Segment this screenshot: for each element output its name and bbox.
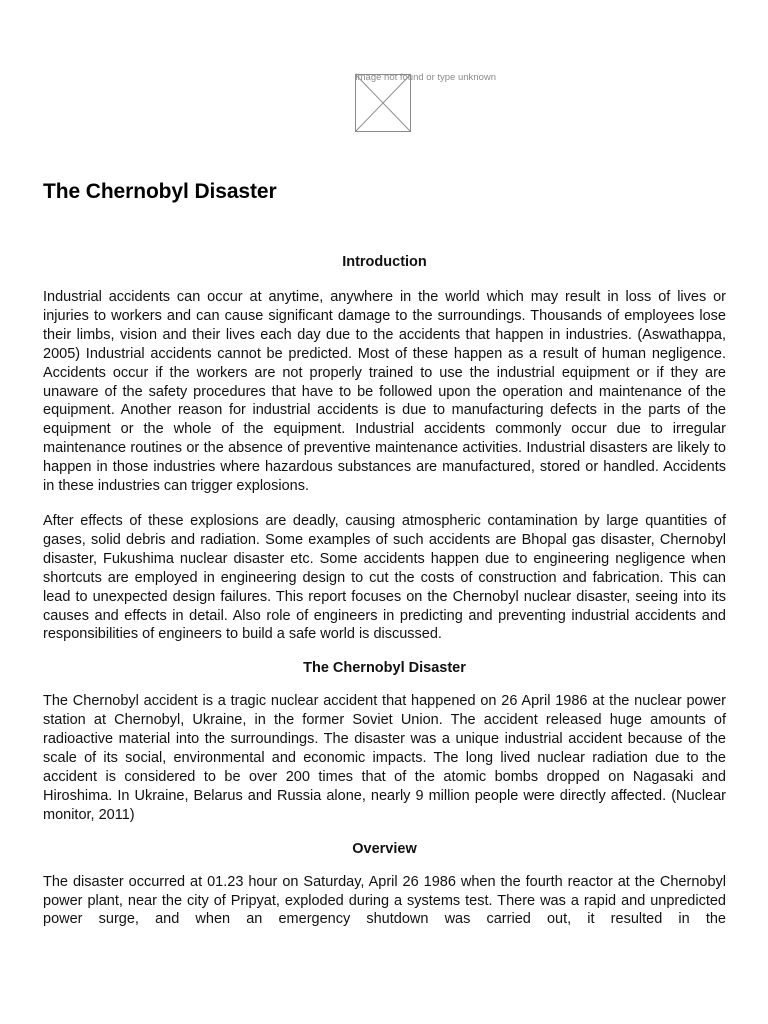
broken-image-alt-text: Image not found or type unknown [355, 72, 497, 83]
paragraph-overview-1: The disaster occurred at 01.23 hour on Saturday, April 26 1986 when the fourth reactor at the Chernobyl power plant, near the city of Pripyat, exploded during a systems test. There was a rapid and unpredicted power surge, and when an emergency shutdown was carried out, it resulted in the [43, 873, 726, 928]
document-title: The Chernobyl Disaster [43, 180, 277, 203]
paragraph-chernobyl-1: The Chernobyl accident is a tragic nuclear accident that happened on 26 April 1986 at the nuclear power station at Chernobyl, Ukraine, in the former Soviet Union. The accident released huge amounts of radioactive material into the surroundings. The disaster was a unique industrial accident because of the scale of its social, environmental and economic impacts. The long lived nuclear radiation due to the accident is considered to be over 200 times that of the atomic bombs dropped on Nagasaki and Hiroshima. In Ukraine, Belarus and Russia alone, nearly 9 million people were directly affected. (Nuclear monitor, 2011) [43, 693, 726, 823]
paragraph-intro-2: After effects of these explosions are deadly, causing atmospheric contamination by large quantities of gases, solid debris and radiation. Some examples of such accidents are Bhopal gas disaster, Chernobyl disaster, Fukushima nuclear disaster etc. Some accidents happen due to engineering negligence when shortcuts are employed in engineering design to cut the costs of construction and fabrication. This can lead to unexpected design failures. This report focuses on the Chernobyl nuclear disaster, seeing into its causes and effects in detail. Also role of engineers in predicting and preventing industrial accidents and responsibilities of engineers to build a safe world is discussed. [43, 512, 726, 643]
section-heading-chernobyl: The Chernobyl Disaster [303, 660, 466, 677]
document-body [43, 253, 726, 929]
section-heading-introduction: Introduction [342, 254, 427, 270]
section-heading-overview: Overview [352, 840, 417, 857]
paragraph-intro-1: Industrial accidents can occur at anytime, anywhere in the world which may result in loss of lives or injuries to workers and can cause significant damage to the surroundings. Thousands of employees lose their limbs, vision and their lives each day due to the accidents that happen in industries. (Aswathappa, 2005) Industrial accidents cannot be predicted. Most of these happen as a result of human negligence. Accidents occur if the workers are not properly trained to use the industrial equipment or if they are unaware of the safety procedures that have to be followed upon the operation and maintenance of the equipment. Another reason for industrial accidents is due to manufacturing defects in the parts of the equipment or the whole of the equipment. Industrial accidents commonly occur due to irregular maintenance routines or the absence of preventive maintenance activities. Industrial disasters are likely to happen in those industries where hazardous substances are manufactured, stored or handled. Accidents in these industries can trigger explosions. [43, 289, 726, 495]
